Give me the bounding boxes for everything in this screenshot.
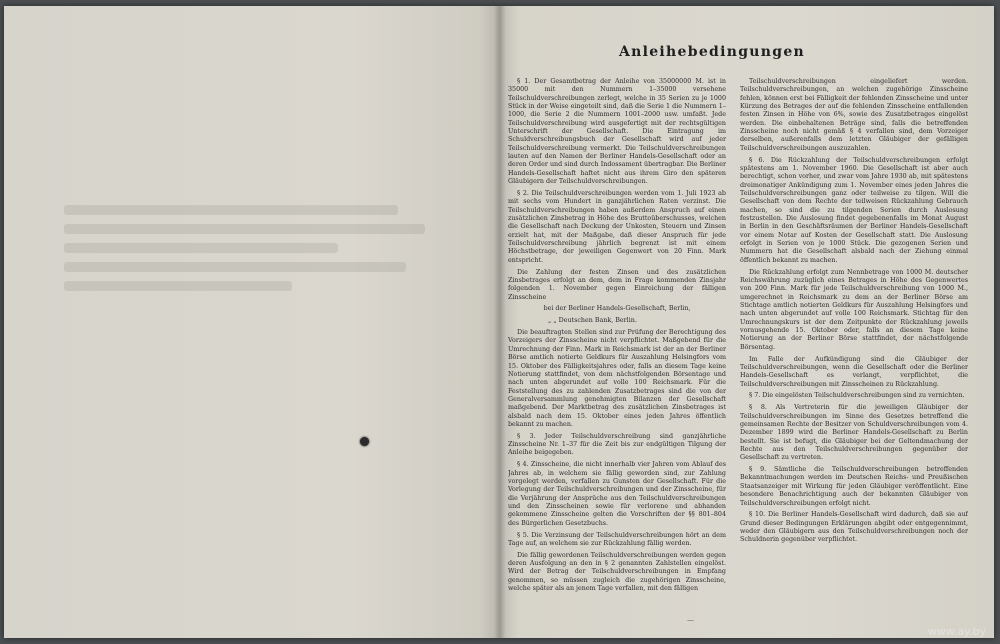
paragraph-s2: § 2. Die Teilschuldverschreibungen werden vom 1. Juli 1923 ab mit sechs vom Hundert in ganzjährlichen Raten verzinst. Die Teilschuldverschreibungen haben außerdem Anspruch auf einen zusätzlichen Zinsbetrag in Höhe des Bruttoüberschusses, welchen die Gesellschaft nach Deckung der Unkosten, Steuern und Zinsen erzielt hat, mit der Maßgabe, daß dieser Anspruch für jede Teilschuldverschreibung jährlich begrenzt ist mit einem Höchstbetrage, der jeweiligen Gegenwert von 20 Finn. Mark entspricht. [508,189,726,264]
left-page [4,6,499,638]
paragraph-s5: § 5. Die Verzinsung der Teilschuldverschreibungen hört an dem Tage auf, an welchem sie zur Rückzahlung fällig werden. [508,531,726,547]
paragraph-s6: § 6. Die Rückzahlung der Teilschuldverschreibungen erfolgt spätestens am 1. November 1960. Die Gesellschaft ist aber auch berechtigt, schon vorher, und zwar vom Jahre 1930 ab, mit spätestens dreimonatiger Ankündigung zum 1. November eines jeden Jahres die Teilschuldverschreibungen ganz oder teilweise zu tilgen. Will die Gesellschaft von dem Rechte der teilweisen Rückzahlung Gebrauch machen, so sind die zu tilgenden Serien durch Auslosung festzustellen. Die Auslosung findet gegebenenfalls im Monat August in Berlin in den Geschäftsräumen der Berliner Handels-Gesellschaft vor einem Notar auf Kosten der Gesellschaft statt. Die Auslosung erfolgt in Serien von je 1000 Stück. Die gezogenen Serien und Nummern hat die Gesellschaft alsbald nach der Ziehung einmal öffentlich bekannt zu machen. [740,156,968,264]
paragraph-s6-repayment: Die Rückzahlung erfolgt zum Nennbetrage von 1000 M. deutscher Reichswährung zuzüglich eines Betrages in Höhe des Gegenwertes von 200 Finn. Mark für jede Teilschuldverschreibung von 1000 M., umgerechnet in Reichsmark zu dem an der Berliner Börse am Stichtage amtlich notierten Geldkurs für Auszahlung Helsingfors und nach unten abgerundet auf volle 100 Reichsmark. Stichtag für den Umrechnungskurs ist der dem Zeitpunkte der Rückzahlung jeweils vorausgehende 15. Oktober oder, falls an diesem Tage keine Notierung an der Berliner Börse stattfindet, der nächstfolgende Börsentag. [740,268,968,351]
paragraph-s5-redemption: Die fällig gewordenen Teilschuldverschreibungen werden gegen deren Ausfolgung an den in § 2 genannten Zahlstellen eingelöst. Wird der Betrag der Teilschuldverschreibungen in Empfang genommen, so müssen zugleich die zugehörigen Zinsscheine, welche später als an jenem Tage verfallen, mit den fälligen [508,551,726,593]
page-number: — [687,616,694,624]
bleed-through-text [64,196,444,300]
paragraph-s4: § 4. Zinsscheine, die nicht innerhalb vier Jahren vom Ablauf des Jahres ab, in welchem sie fällig geworden sind, zur Zahlung vorgelegt werden, verfallen zu Gunsten der Gesellschaft. Für die Vorlegung der Teilschuldverschreibungen und der Zinsscheine, für die Verjährung der Ansprüche aus den Teilschuldverschreibungen und den Zinsscheinen sowie für verlorene und abhanden gekommene Zinsscheine gelten die Vorschriften der §§ 801–804 des Bürgerlichen Gesetzbuchs. [508,461,726,527]
text-column-right [740,78,968,603]
paying-agent-1: bei der Berliner Handels-Gesellschaft, Berlin, [543,305,691,313]
paragraph-s3: § 3. Jeder Teilschuldverschreibung sind ganzjährliche Zinsscheine Nr. 1–37 für die Zeit bis zur endgültigen Tilgung der Anleihe beigegeben. [508,432,726,457]
paragraph-s10: § 10. Die Berliner Handels-Gesellschaft wird dadurch, daß sie auf Grund dieser Bedingungen Erklärungen abgibt oder entgegennimmt, weder den Gläubigern aus den Teilschuldverschreibungen noch der Schuldnerin gegenüber verpflichtet. [740,511,968,544]
punch-hole [360,437,369,446]
text-column-left [508,78,726,603]
paragraph-s2-payment: Die Zahlung der festen Zinsen und des zusätzlichen Zinsbetrages erfolgt an dem, dem in Frage kommenden Zinsjahr folgenden 1. November gegen Einreichung der fälligen Zinsscheine [508,268,726,301]
site-watermark: www.ay.by [927,625,986,638]
paragraph-s9: § 9. Sämtliche die Teilschuldverschreibungen betreffenden Bekanntmachungen werden im Deutschen Reichs- und Preußischen Staatsanzeiger mit Wirkung für jeden Gläubiger veröffentlicht. Eine besondere Benachrichtigung auch der bekannten Gläubiger von Teilschuldverschreibungen erfolgt nicht. [740,466,968,507]
document-title: Anleihebedingungen [618,44,806,60]
paragraph-s7: § 7. Die eingelösten Teilschuldverschreibungen sind zu vernichten. [749,392,965,400]
paying-agent-2: „ „ Deutschen Bank, Berlin. [548,317,637,325]
page-fold [494,6,506,638]
paragraph-s1: § 1. Der Gesamtbetrag der Anleihe von 35000000 M. ist in 35000 mit den Nummern 1–35000 versehene Teilschuldverschreibungen zerlegt, welche in 35 Serien zu je 1000 Stück in der Weise eingeteilt sind, daß die Serie 1 die Nummern 1–1000, die Serie 2 die Nummern 1001–2000 usw. umfaßt. Jede Teilschuldverschreibung wird ausgefertigt mit der rechtsgültigen Unterschrift der Gesellschaft. Die Eintragung im Schuldverschreibungsbuch der Gesellschaft wird auf jeder Teilschuldverschreibung vermerkt. Die Teilschuldverschreibungen lauten auf den Namen der Berliner Handels-Gesellschaft oder an deren Order und sind durch Indossament übertragbar. Die Berliner Handels-Gesellschaft haftet nicht aus ihrem Giro den späteren Gläubigern der Teilschuldverschreibungen. [508,78,726,186]
paragraph-s2-conversion: Die beauftragten Stellen sind zur Prüfung der Berechtigung des Vorzeigers der Zinsscheine nicht verpflichtet. Maßgebend für die Umrechnung der Finn. Mark in Reichsmark ist der an der Berliner Börse amtlich notierte Geldkurs für Auszahlung Helsingfors vom 15. Oktober des Fälligkeitsjahres oder, falls an diesem Tage keine Notierung stattfindet, von dem nächstfolgenden Börsentage und nach unten abgerundet auf volle 100 Reichsmark. Für die Feststellung des zu zahlenden Zusatzbetrages sind die von der Generalversammlung genehmigten Bilanzen der Gesellschaft maßgebend. Der Marktbetrag des zusätzlichen Zinsbetrages ist alsbald nach dem 15. Oktober eines jeden Jahres öffentlich bekannt zu machen. [508,329,726,428]
paragraph-s5-continued: Teilschuldverschreibungen eingeliefert werden. Teilschuldverschreibungen, an welchen zugehörige Zinsscheine fehlen, können erst bei Fälligkeit der fehlenden Zinsscheine und unter Kürzung des Betrages der auf die fehlenden Zinsscheine entfallenden festen Zinsen in Höhe von 6%, sowie des Zusatzbetrages eingelöst werden. Die einbehaltenen Beträge sind, falls die betreffenden Zinsscheine noch nicht gemäß § 4 verfallen sind, dem Vorzeiger derselben, außerenfalls dem letzten Gläubiger der gefälligen Teilschuldverschreibungen auszuzahlen. [740,78,968,152]
paragraph-s8: § 8. Als Vertreterin für die jeweiligen Gläubiger der Teilschuldverschreibungen im Sinne des Gesetzes betreffend die gemeinsamen Rechte der Besitzer von Schuldverschreibungen vom 4. Dezember 1899 wird die Berliner Handels-Gesellschaft zu Berlin bestellt. Sie ist befugt, die Gläubiger bei der Geltendmachung der Rechte aus den Teilschuldverschreibungen gegenüber der Gesellschaft zu vertreten. [740,404,968,462]
paragraph-s6-termination: Im Falle der Aufkündigung sind die Gläubiger der Teilschuldverschreibungen, wenn die Gesellschaft oder die Berliner Handels-Gesellschaft es verlangt, verpflichtet, die Teilschuldverschreibungen mit Zinsscheinen zu Rückzahlung. [740,355,968,388]
